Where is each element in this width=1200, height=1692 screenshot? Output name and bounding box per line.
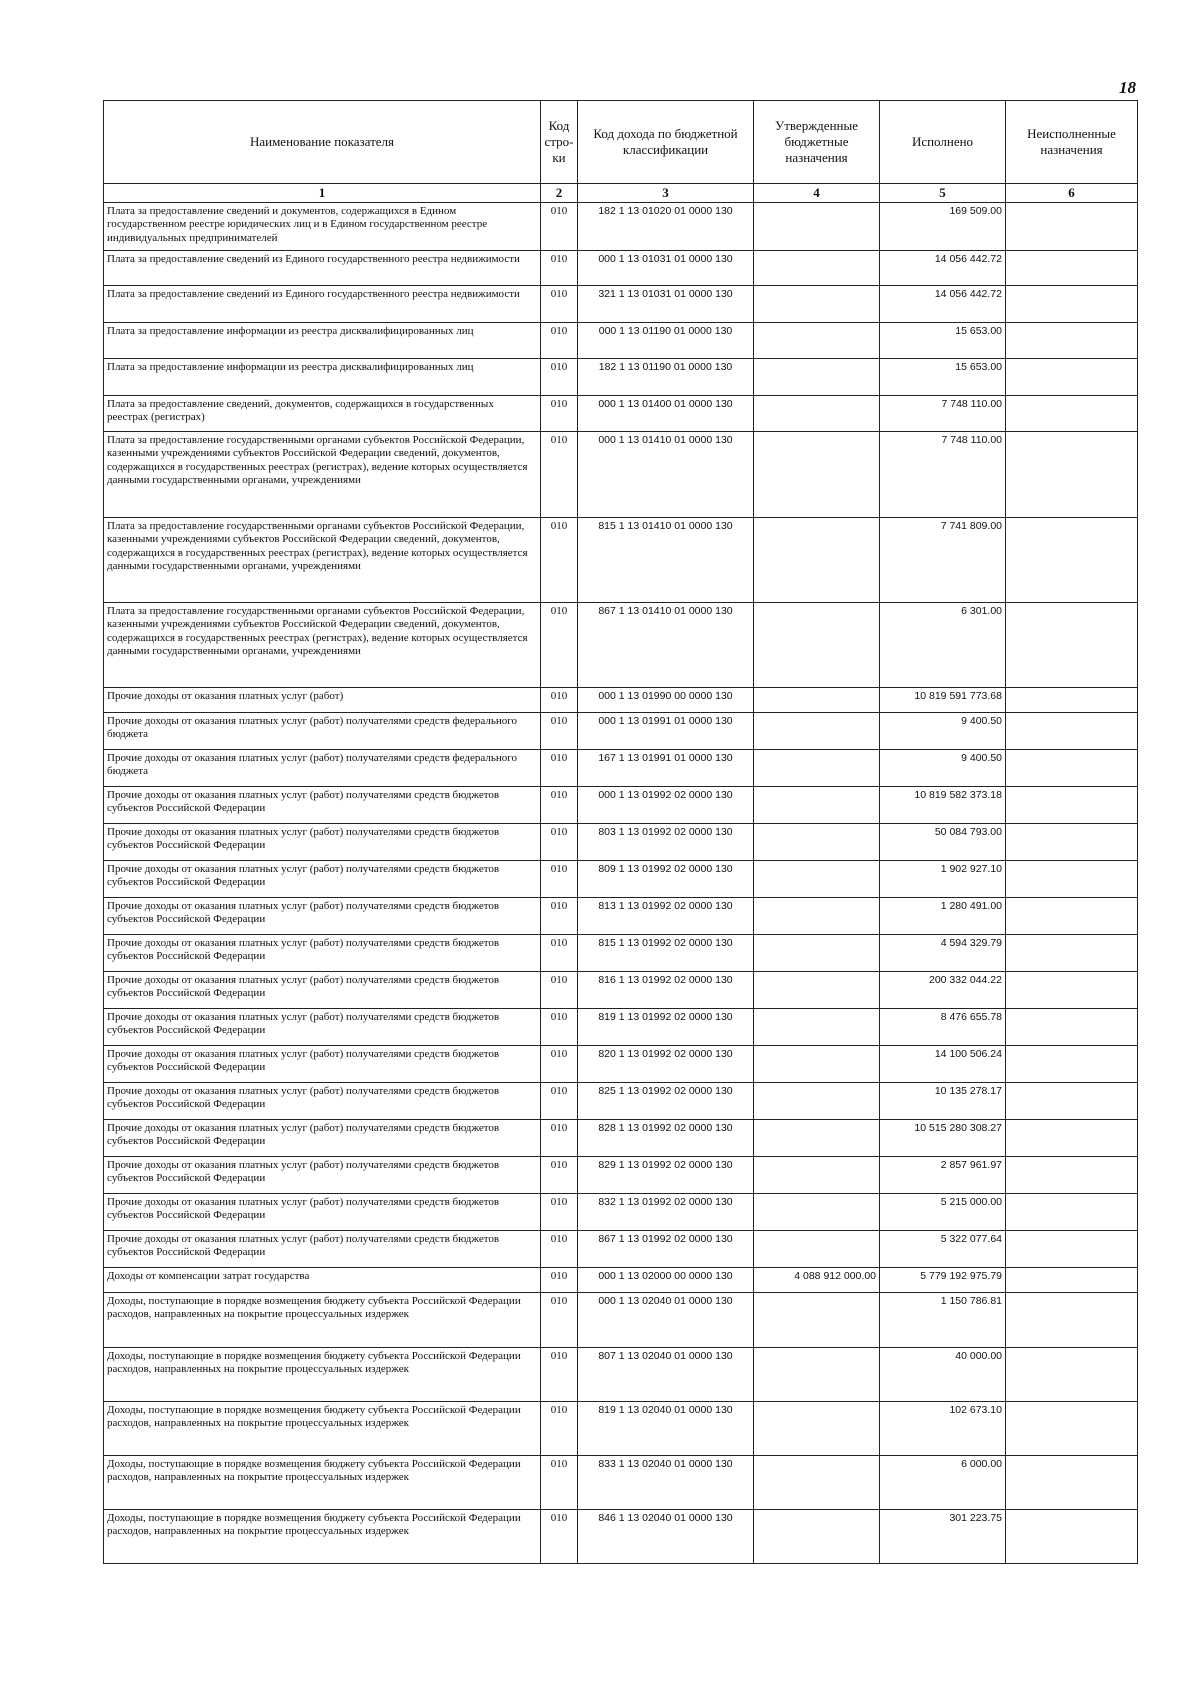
executed-cell: 5 215 000.00: [880, 1194, 1006, 1231]
executed-cell: 9 400.50: [880, 713, 1006, 750]
unexecuted-cell: [1006, 323, 1138, 359]
indicator-name-cell: Доходы, поступающие в порядке возмещения бюджету субъекта Российской Федерации расходов, направленных на покрытие процессуальных издержек: [104, 1510, 541, 1564]
approved-cell: [754, 323, 880, 359]
indicator-name-cell: Прочие доходы от оказания платных услуг (работ) получателями средств бюджетов субъектов Российской Федерации: [104, 1231, 541, 1268]
table-row: [104, 1083, 1138, 1120]
approved-cell: [754, 1293, 880, 1348]
indicator-name-cell: Прочие доходы от оказания платных услуг (работ) получателями средств бюджетов субъектов Российской Федерации: [104, 1046, 541, 1083]
header-indicator-name: Наименование показателя: [104, 101, 541, 184]
unexecuted-cell: [1006, 1083, 1138, 1120]
page-number: 18: [1119, 78, 1136, 97]
unexecuted-cell: [1006, 286, 1138, 323]
executed-cell: 40 000.00: [880, 1348, 1006, 1402]
line-code-cell: 010: [541, 603, 578, 688]
table-row: [104, 713, 1138, 750]
approved-cell: [754, 787, 880, 824]
line-code-cell: 010: [541, 1268, 578, 1293]
unexecuted-cell: [1006, 1268, 1138, 1293]
line-code-cell: 010: [541, 1456, 578, 1510]
table-row: [104, 824, 1138, 861]
line-code-cell: 010: [541, 396, 578, 432]
table-row: [104, 518, 1138, 603]
executed-cell: 10 135 278.17: [880, 1083, 1006, 1120]
column-number: 4: [754, 184, 880, 203]
approved-cell: [754, 1231, 880, 1268]
indicator-name-cell: Прочие доходы от оказания платных услуг (работ) получателями средств бюджетов субъектов Российской Федерации: [104, 1009, 541, 1046]
executed-cell: 7 741 809.00: [880, 518, 1006, 603]
approved-cell: [754, 1510, 880, 1564]
income-code-cell: 828 1 13 01992 02 0000 130: [578, 1120, 754, 1157]
approved-cell: [754, 861, 880, 898]
indicator-name-cell: Плата за предоставление государственными органами субъектов Российской Федерации, казенными учреждениями субъектов Российской Федерации сведений, документов, содержащихся в государственных реестрах (регистрах), ведение которых осуществляется данными государственными органами, учреждениями: [104, 518, 541, 603]
table-row: [104, 1046, 1138, 1083]
line-code-cell: 010: [541, 286, 578, 323]
indicator-name-cell: Прочие доходы от оказания платных услуг (работ) получателями средств бюджетов субъектов Российской Федерации: [104, 787, 541, 824]
unexecuted-cell: [1006, 1157, 1138, 1194]
table-body: [104, 203, 1138, 1564]
header-income-code: Код дохода по бюджетной классификации: [578, 101, 754, 184]
executed-cell: 2 857 961.97: [880, 1157, 1006, 1194]
table-row: [104, 898, 1138, 935]
line-code-cell: 010: [541, 898, 578, 935]
table-row: [104, 935, 1138, 972]
approved-cell: [754, 1157, 880, 1194]
table-row: [104, 787, 1138, 824]
unexecuted-cell: [1006, 251, 1138, 286]
table-row: [104, 323, 1138, 359]
unexecuted-cell: [1006, 1402, 1138, 1456]
income-code-cell: 819 1 13 02040 01 0000 130: [578, 1402, 754, 1456]
table-row: [104, 1456, 1138, 1510]
indicator-name-cell: Плата за предоставление государственными органами субъектов Российской Федерации, казенными учреждениями субъектов Российской Федерации сведений, документов, содержащихся в государственных реестрах (регистрах), ведение которых осуществляется данными государственными органами, учреждениями: [104, 603, 541, 688]
executed-cell: 10 515 280 308.27: [880, 1120, 1006, 1157]
approved-cell: [754, 1009, 880, 1046]
income-code-cell: 820 1 13 01992 02 0000 130: [578, 1046, 754, 1083]
unexecuted-cell: [1006, 1009, 1138, 1046]
approved-cell: [754, 396, 880, 432]
income-code-cell: 000 1 13 01990 00 0000 130: [578, 688, 754, 713]
income-code-cell: 816 1 13 01992 02 0000 130: [578, 972, 754, 1009]
approved-cell: [754, 713, 880, 750]
unexecuted-cell: [1006, 713, 1138, 750]
table-row: [104, 861, 1138, 898]
table-header-row: [104, 101, 1138, 184]
line-code-cell: 010: [541, 972, 578, 1009]
line-code-cell: 010: [541, 935, 578, 972]
approved-cell: [754, 972, 880, 1009]
indicator-name-cell: Прочие доходы от оказания платных услуг (работ) получателями средств бюджетов субъектов Российской Федерации: [104, 1157, 541, 1194]
approved-cell: [754, 432, 880, 518]
line-code-cell: 010: [541, 713, 578, 750]
approved-cell: [754, 688, 880, 713]
executed-cell: 7 748 110.00: [880, 396, 1006, 432]
unexecuted-cell: [1006, 1046, 1138, 1083]
header-line-code: Код стро-ки: [541, 101, 578, 184]
line-code-cell: 010: [541, 1402, 578, 1456]
line-code-cell: 010: [541, 750, 578, 787]
income-code-cell: 833 1 13 02040 01 0000 130: [578, 1456, 754, 1510]
column-number: 1: [104, 184, 541, 203]
table-row: [104, 603, 1138, 688]
line-code-cell: 010: [541, 1009, 578, 1046]
approved-cell: [754, 203, 880, 251]
executed-cell: 15 653.00: [880, 359, 1006, 396]
table-row: [104, 972, 1138, 1009]
unexecuted-cell: [1006, 1194, 1138, 1231]
executed-cell: 4 594 329.79: [880, 935, 1006, 972]
executed-cell: 5 322 077.64: [880, 1231, 1006, 1268]
table-row: [104, 1268, 1138, 1293]
indicator-name-cell: Прочие доходы от оказания платных услуг (работ) получателями средств бюджетов субъектов Российской Федерации: [104, 861, 541, 898]
column-number: 2: [541, 184, 578, 203]
income-code-cell: 819 1 13 01992 02 0000 130: [578, 1009, 754, 1046]
approved-cell: [754, 750, 880, 787]
table-row: [104, 1231, 1138, 1268]
table-row: [104, 432, 1138, 518]
executed-cell: 169 509.00: [880, 203, 1006, 251]
indicator-name-cell: Доходы, поступающие в порядке возмещения бюджету субъекта Российской Федерации расходов, направленных на покрытие процессуальных издержек: [104, 1456, 541, 1510]
approved-cell: [754, 286, 880, 323]
table-row: [104, 1120, 1138, 1157]
executed-cell: 14 056 442.72: [880, 286, 1006, 323]
table-row: [104, 1157, 1138, 1194]
income-code-cell: 809 1 13 01992 02 0000 130: [578, 861, 754, 898]
table-row: [104, 750, 1138, 787]
income-code-cell: 000 1 13 01991 01 0000 130: [578, 713, 754, 750]
unexecuted-cell: [1006, 203, 1138, 251]
unexecuted-cell: [1006, 1293, 1138, 1348]
income-code-cell: 846 1 13 02040 01 0000 130: [578, 1510, 754, 1564]
executed-cell: 1 150 786.81: [880, 1293, 1006, 1348]
table-row: [104, 359, 1138, 396]
revenue-table: [103, 100, 1138, 1564]
approved-cell: [754, 1194, 880, 1231]
income-code-cell: 321 1 13 01031 01 0000 130: [578, 286, 754, 323]
executed-cell: 102 673.10: [880, 1402, 1006, 1456]
line-code-cell: 010: [541, 518, 578, 603]
indicator-name-cell: Плата за предоставление государственными органами субъектов Российской Федерации, казенными учреждениями субъектов Российской Федерации сведений, документов, содержащихся в государственных реестрах (регистрах), ведение которых осуществляется данными государственными органами, учреждениями: [104, 432, 541, 518]
line-code-cell: 010: [541, 1083, 578, 1120]
income-code-cell: 000 1 13 01400 01 0000 130: [578, 396, 754, 432]
header-approved: Утвержденные бюджетные назначения: [754, 101, 880, 184]
indicator-name-cell: Прочие доходы от оказания платных услуг (работ) получателями средств бюджетов субъектов Российской Федерации: [104, 1194, 541, 1231]
income-code-cell: 000 1 13 01410 01 0000 130: [578, 432, 754, 518]
table-row: [104, 1348, 1138, 1402]
executed-cell: 15 653.00: [880, 323, 1006, 359]
approved-cell: [754, 1456, 880, 1510]
income-code-cell: 807 1 13 02040 01 0000 130: [578, 1348, 754, 1402]
approved-cell: [754, 824, 880, 861]
executed-cell: 7 748 110.00: [880, 432, 1006, 518]
table-row: [104, 1009, 1138, 1046]
indicator-name-cell: Доходы, поступающие в порядке возмещения бюджету субъекта Российской Федерации расходов, направленных на покрытие процессуальных издержек: [104, 1402, 541, 1456]
indicator-name-cell: Плата за предоставление информации из реестра дисквалифицированных лиц: [104, 323, 541, 359]
executed-cell: 10 819 582 373.18: [880, 787, 1006, 824]
line-code-cell: 010: [541, 1231, 578, 1268]
line-code-cell: 010: [541, 861, 578, 898]
income-code-cell: 182 1 13 01020 01 0000 130: [578, 203, 754, 251]
unexecuted-cell: [1006, 1348, 1138, 1402]
unexecuted-cell: [1006, 396, 1138, 432]
line-code-cell: 010: [541, 1510, 578, 1564]
unexecuted-cell: [1006, 898, 1138, 935]
indicator-name-cell: Прочие доходы от оказания платных услуг (работ) получателями средств бюджетов субъектов Российской Федерации: [104, 824, 541, 861]
income-code-cell: 829 1 13 01992 02 0000 130: [578, 1157, 754, 1194]
executed-cell: 14 056 442.72: [880, 251, 1006, 286]
unexecuted-cell: [1006, 1510, 1138, 1564]
table-row: [104, 396, 1138, 432]
line-code-cell: 010: [541, 1293, 578, 1348]
line-code-cell: 010: [541, 787, 578, 824]
executed-cell: 1 902 927.10: [880, 861, 1006, 898]
executed-cell: 5 779 192 975.79: [880, 1268, 1006, 1293]
line-code-cell: 010: [541, 323, 578, 359]
line-code-cell: 010: [541, 251, 578, 286]
income-code-cell: 832 1 13 01992 02 0000 130: [578, 1194, 754, 1231]
approved-cell: [754, 1402, 880, 1456]
unexecuted-cell: [1006, 1120, 1138, 1157]
table-row: [104, 1402, 1138, 1456]
table-row: [104, 1194, 1138, 1231]
unexecuted-cell: [1006, 861, 1138, 898]
income-code-cell: 815 1 13 01410 01 0000 130: [578, 518, 754, 603]
income-code-cell: 000 1 13 02040 01 0000 130: [578, 1293, 754, 1348]
unexecuted-cell: [1006, 1456, 1138, 1510]
line-code-cell: 010: [541, 203, 578, 251]
approved-cell: [754, 251, 880, 286]
indicator-name-cell: Плата за предоставление информации из реестра дисквалифицированных лиц: [104, 359, 541, 396]
income-code-cell: 000 1 13 01190 01 0000 130: [578, 323, 754, 359]
unexecuted-cell: [1006, 688, 1138, 713]
indicator-name-cell: Прочие доходы от оказания платных услуг (работ) получателями средств федерального бюджета: [104, 750, 541, 787]
indicator-name-cell: Прочие доходы от оказания платных услуг (работ) получателями средств бюджетов субъектов Российской Федерации: [104, 972, 541, 1009]
table-row: [104, 1293, 1138, 1348]
unexecuted-cell: [1006, 935, 1138, 972]
indicator-name-cell: Прочие доходы от оказания платных услуг (работ) получателями средств бюджетов субъектов Российской Федерации: [104, 898, 541, 935]
indicator-name-cell: Плата за предоставление сведений и документов, содержащихся в Едином государственном реестре юридических лиц и в Едином государственном реестре индивидуальных предпринимателей: [104, 203, 541, 251]
indicator-name-cell: Прочие доходы от оказания платных услуг (работ) получателями средств федерального бюджета: [104, 713, 541, 750]
line-code-cell: 010: [541, 1194, 578, 1231]
header-executed: Исполнено: [880, 101, 1006, 184]
unexecuted-cell: [1006, 787, 1138, 824]
income-code-cell: 000 1 13 02000 00 0000 130: [578, 1268, 754, 1293]
unexecuted-cell: [1006, 432, 1138, 518]
income-code-cell: 867 1 13 01410 01 0000 130: [578, 603, 754, 688]
income-code-cell: 000 1 13 01031 01 0000 130: [578, 251, 754, 286]
line-code-cell: 010: [541, 1120, 578, 1157]
unexecuted-cell: [1006, 972, 1138, 1009]
table-row: [104, 203, 1138, 251]
approved-cell: 4 088 912 000.00: [754, 1268, 880, 1293]
unexecuted-cell: [1006, 1231, 1138, 1268]
table-row: [104, 251, 1138, 286]
approved-cell: [754, 518, 880, 603]
line-code-cell: 010: [541, 824, 578, 861]
column-number: 6: [1006, 184, 1138, 203]
indicator-name-cell: Прочие доходы от оказания платных услуг (работ) получателями средств бюджетов субъектов Российской Федерации: [104, 1120, 541, 1157]
approved-cell: [754, 1120, 880, 1157]
executed-cell: 1 280 491.00: [880, 898, 1006, 935]
unexecuted-cell: [1006, 518, 1138, 603]
column-number: 3: [578, 184, 754, 203]
unexecuted-cell: [1006, 603, 1138, 688]
executed-cell: 6 301.00: [880, 603, 1006, 688]
column-number: 5: [880, 184, 1006, 203]
line-code-cell: 010: [541, 1348, 578, 1402]
income-code-cell: 825 1 13 01992 02 0000 130: [578, 1083, 754, 1120]
unexecuted-cell: [1006, 359, 1138, 396]
indicator-name-cell: Доходы, поступающие в порядке возмещения бюджету субъекта Российской Федерации расходов, направленных на покрытие процессуальных издержек: [104, 1348, 541, 1402]
approved-cell: [754, 1046, 880, 1083]
approved-cell: [754, 898, 880, 935]
income-code-cell: 813 1 13 01992 02 0000 130: [578, 898, 754, 935]
approved-cell: [754, 935, 880, 972]
indicator-name-cell: Плата за предоставление сведений, документов, содержащихся в государственных реестрах (регистрах): [104, 396, 541, 432]
indicator-name-cell: Плата за предоставление сведений из Единого государственного реестра недвижимости: [104, 286, 541, 323]
unexecuted-cell: [1006, 750, 1138, 787]
executed-cell: 50 084 793.00: [880, 824, 1006, 861]
income-code-cell: 182 1 13 01190 01 0000 130: [578, 359, 754, 396]
line-code-cell: 010: [541, 688, 578, 713]
line-code-cell: 010: [541, 1157, 578, 1194]
line-code-cell: 010: [541, 1046, 578, 1083]
executed-cell: 10 819 591 773.68: [880, 688, 1006, 713]
table-row: [104, 286, 1138, 323]
executed-cell: 9 400.50: [880, 750, 1006, 787]
executed-cell: 14 100 506.24: [880, 1046, 1006, 1083]
executed-cell: 200 332 044.22: [880, 972, 1006, 1009]
column-number-row: [104, 184, 1138, 203]
executed-cell: 8 476 655.78: [880, 1009, 1006, 1046]
indicator-name-cell: Прочие доходы от оказания платных услуг (работ): [104, 688, 541, 713]
line-code-cell: 010: [541, 359, 578, 396]
income-code-cell: 167 1 13 01991 01 0000 130: [578, 750, 754, 787]
approved-cell: [754, 1083, 880, 1120]
approved-cell: [754, 1348, 880, 1402]
table-row: [104, 688, 1138, 713]
income-code-cell: 815 1 13 01992 02 0000 130: [578, 935, 754, 972]
header-unexecuted: Неисполненные назначения: [1006, 101, 1138, 184]
executed-cell: 301 223.75: [880, 1510, 1006, 1564]
approved-cell: [754, 603, 880, 688]
income-code-cell: 000 1 13 01992 02 0000 130: [578, 787, 754, 824]
executed-cell: 6 000.00: [880, 1456, 1006, 1510]
income-code-cell: 867 1 13 01992 02 0000 130: [578, 1231, 754, 1268]
indicator-name-cell: Доходы, поступающие в порядке возмещения бюджету субъекта Российской Федерации расходов, направленных на покрытие процессуальных издержек: [104, 1293, 541, 1348]
indicator-name-cell: Прочие доходы от оказания платных услуг (работ) получателями средств бюджетов субъектов Российской Федерации: [104, 1083, 541, 1120]
unexecuted-cell: [1006, 824, 1138, 861]
indicator-name-cell: Прочие доходы от оказания платных услуг (работ) получателями средств бюджетов субъектов Российской Федерации: [104, 935, 541, 972]
income-code-cell: 803 1 13 01992 02 0000 130: [578, 824, 754, 861]
line-code-cell: 010: [541, 432, 578, 518]
indicator-name-cell: Доходы от компенсации затрат государства: [104, 1268, 541, 1293]
approved-cell: [754, 359, 880, 396]
indicator-name-cell: Плата за предоставление сведений из Единого государственного реестра недвижимости: [104, 251, 541, 286]
table-row: [104, 1510, 1138, 1564]
